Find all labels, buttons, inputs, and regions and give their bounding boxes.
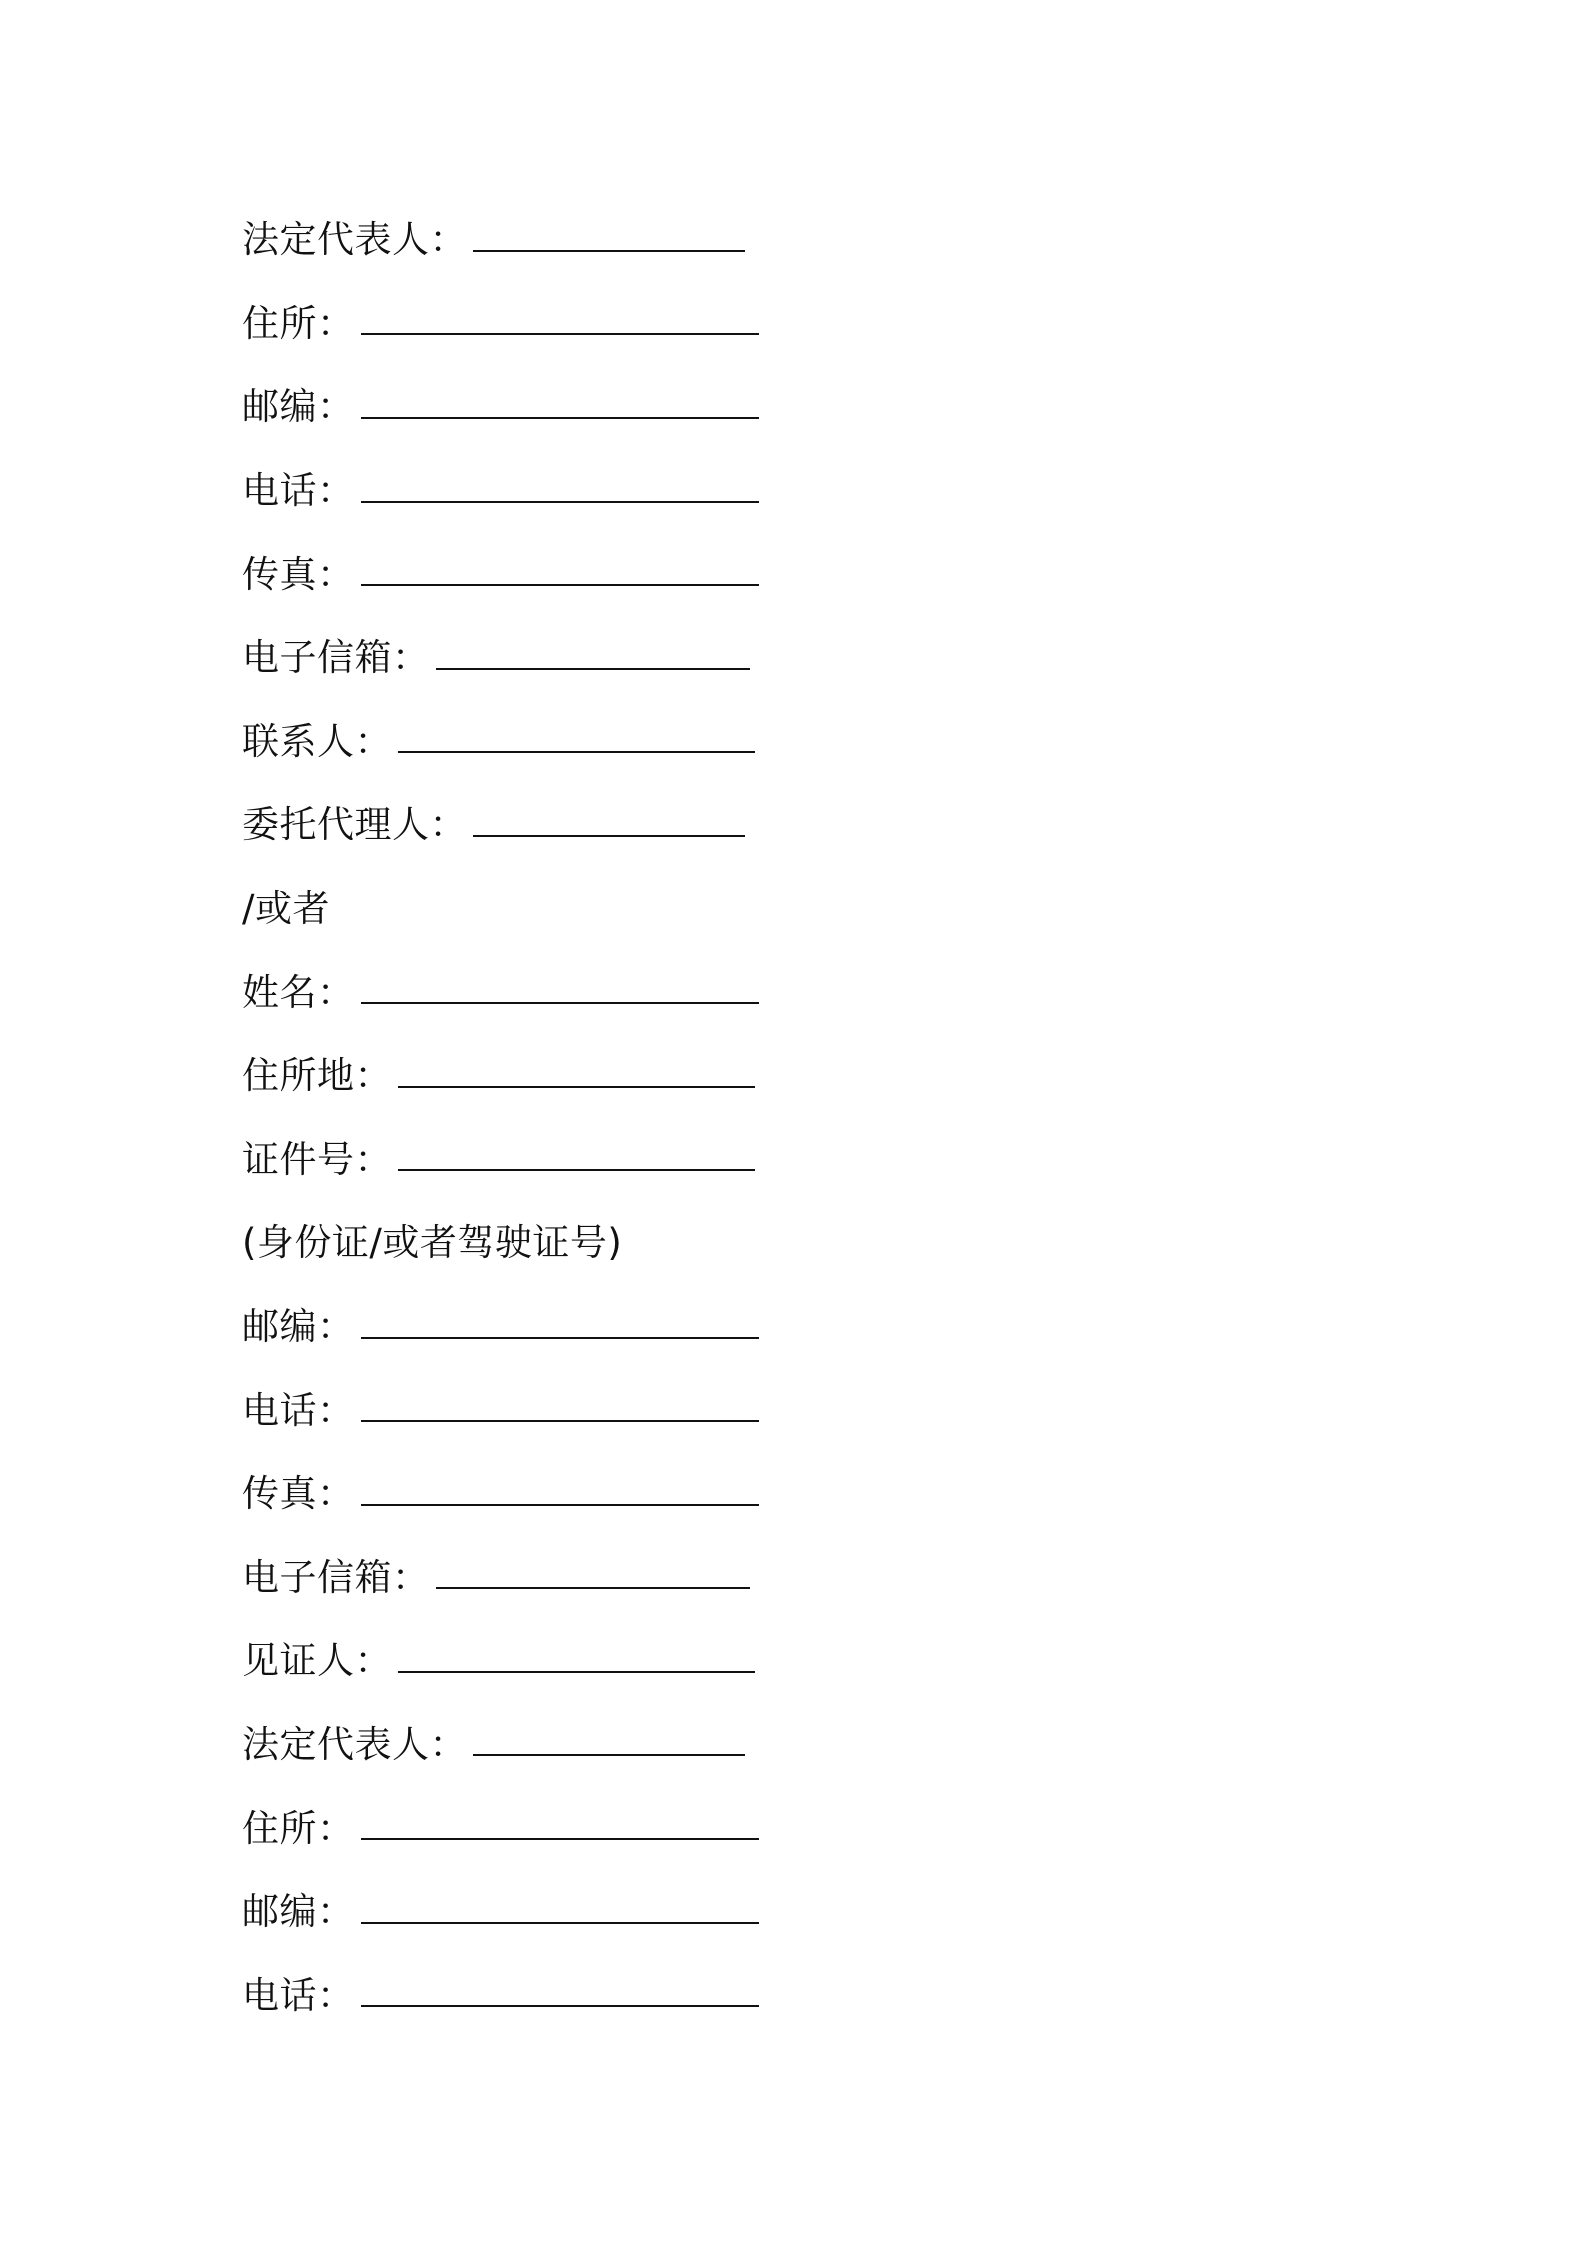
- form-line-fax: [242, 532, 1142, 616]
- form-line-postcode: [242, 1285, 1142, 1369]
- fill-in-blank: [361, 1979, 759, 2007]
- field-label: 电话：: [242, 469, 355, 513]
- fill-in-blank: [473, 1728, 745, 1756]
- form-line-agent: [242, 783, 1142, 867]
- field-label: 邮编：: [242, 1890, 355, 1934]
- form-line-address: [242, 1786, 1142, 1870]
- form-lines: [242, 198, 1142, 2037]
- field-label: 姓名：: [242, 970, 355, 1014]
- fill-in-blank: [436, 642, 750, 670]
- form-line-contact: [242, 700, 1142, 784]
- field-label: 法定代表人：: [242, 218, 467, 262]
- form-line-postcode: [242, 1870, 1142, 1954]
- field-label: 住所：: [242, 301, 355, 345]
- fill-in-blank: [473, 224, 745, 252]
- form-line-address: [242, 282, 1142, 366]
- field-label: 传真：: [242, 1472, 355, 1516]
- form-line-witness: [242, 1619, 1142, 1703]
- fill-in-blank: [361, 558, 759, 586]
- field-label: 邮编：: [242, 385, 355, 429]
- form-line-phone: [242, 449, 1142, 533]
- form-line-residence: [242, 1034, 1142, 1118]
- fill-in-blank: [398, 725, 755, 753]
- form-line-phone: [242, 1953, 1142, 2037]
- text-line: (身份证/或者驾驶证号): [242, 1221, 623, 1265]
- form-line-id-number: [242, 1118, 1142, 1202]
- fill-in-blank: [361, 1896, 759, 1924]
- fill-in-blank: [361, 1394, 759, 1422]
- fill-in-blank: [473, 809, 745, 837]
- form-line-legal-representative: [242, 198, 1142, 282]
- form-line-phone: [242, 1368, 1142, 1452]
- field-label: 电子信箱：: [242, 636, 430, 680]
- field-label: 传真：: [242, 552, 355, 596]
- form-line-email: [242, 616, 1142, 700]
- fill-in-blank: [436, 1561, 750, 1589]
- fill-in-blank: [361, 475, 759, 503]
- field-label: 邮编：: [242, 1305, 355, 1349]
- fill-in-blank: [361, 307, 759, 335]
- fill-in-blank: [361, 1812, 759, 1840]
- fill-in-blank: [361, 1311, 759, 1339]
- fill-in-blank: [398, 1143, 755, 1171]
- form-line-email: [242, 1536, 1142, 1620]
- field-label: 住所：: [242, 1806, 355, 1850]
- form-line-postcode: [242, 365, 1142, 449]
- text-line: /或者: [242, 887, 330, 931]
- fill-in-blank: [398, 1060, 755, 1088]
- fill-in-blank: [361, 976, 759, 1004]
- field-label: 法定代表人：: [242, 1722, 467, 1766]
- form-line-fax: [242, 1452, 1142, 1536]
- field-label: 证件号：: [242, 1137, 392, 1181]
- form-line-id-note: [242, 1201, 1142, 1285]
- field-label: 住所地：: [242, 1054, 392, 1098]
- field-label: 联系人：: [242, 719, 392, 763]
- form-line-or: [242, 867, 1142, 951]
- field-label: 电话：: [242, 1388, 355, 1432]
- form-line-name: [242, 950, 1142, 1034]
- fill-in-blank: [361, 391, 759, 419]
- fill-in-blank: [361, 1478, 759, 1506]
- field-label: 电子信箱：: [242, 1555, 430, 1599]
- field-label: 电话：: [242, 1973, 355, 2017]
- form-line-legal-representative: [242, 1703, 1142, 1787]
- field-label: 委托代理人：: [242, 803, 467, 847]
- field-label: 见证人：: [242, 1639, 392, 1683]
- fill-in-blank: [398, 1645, 755, 1673]
